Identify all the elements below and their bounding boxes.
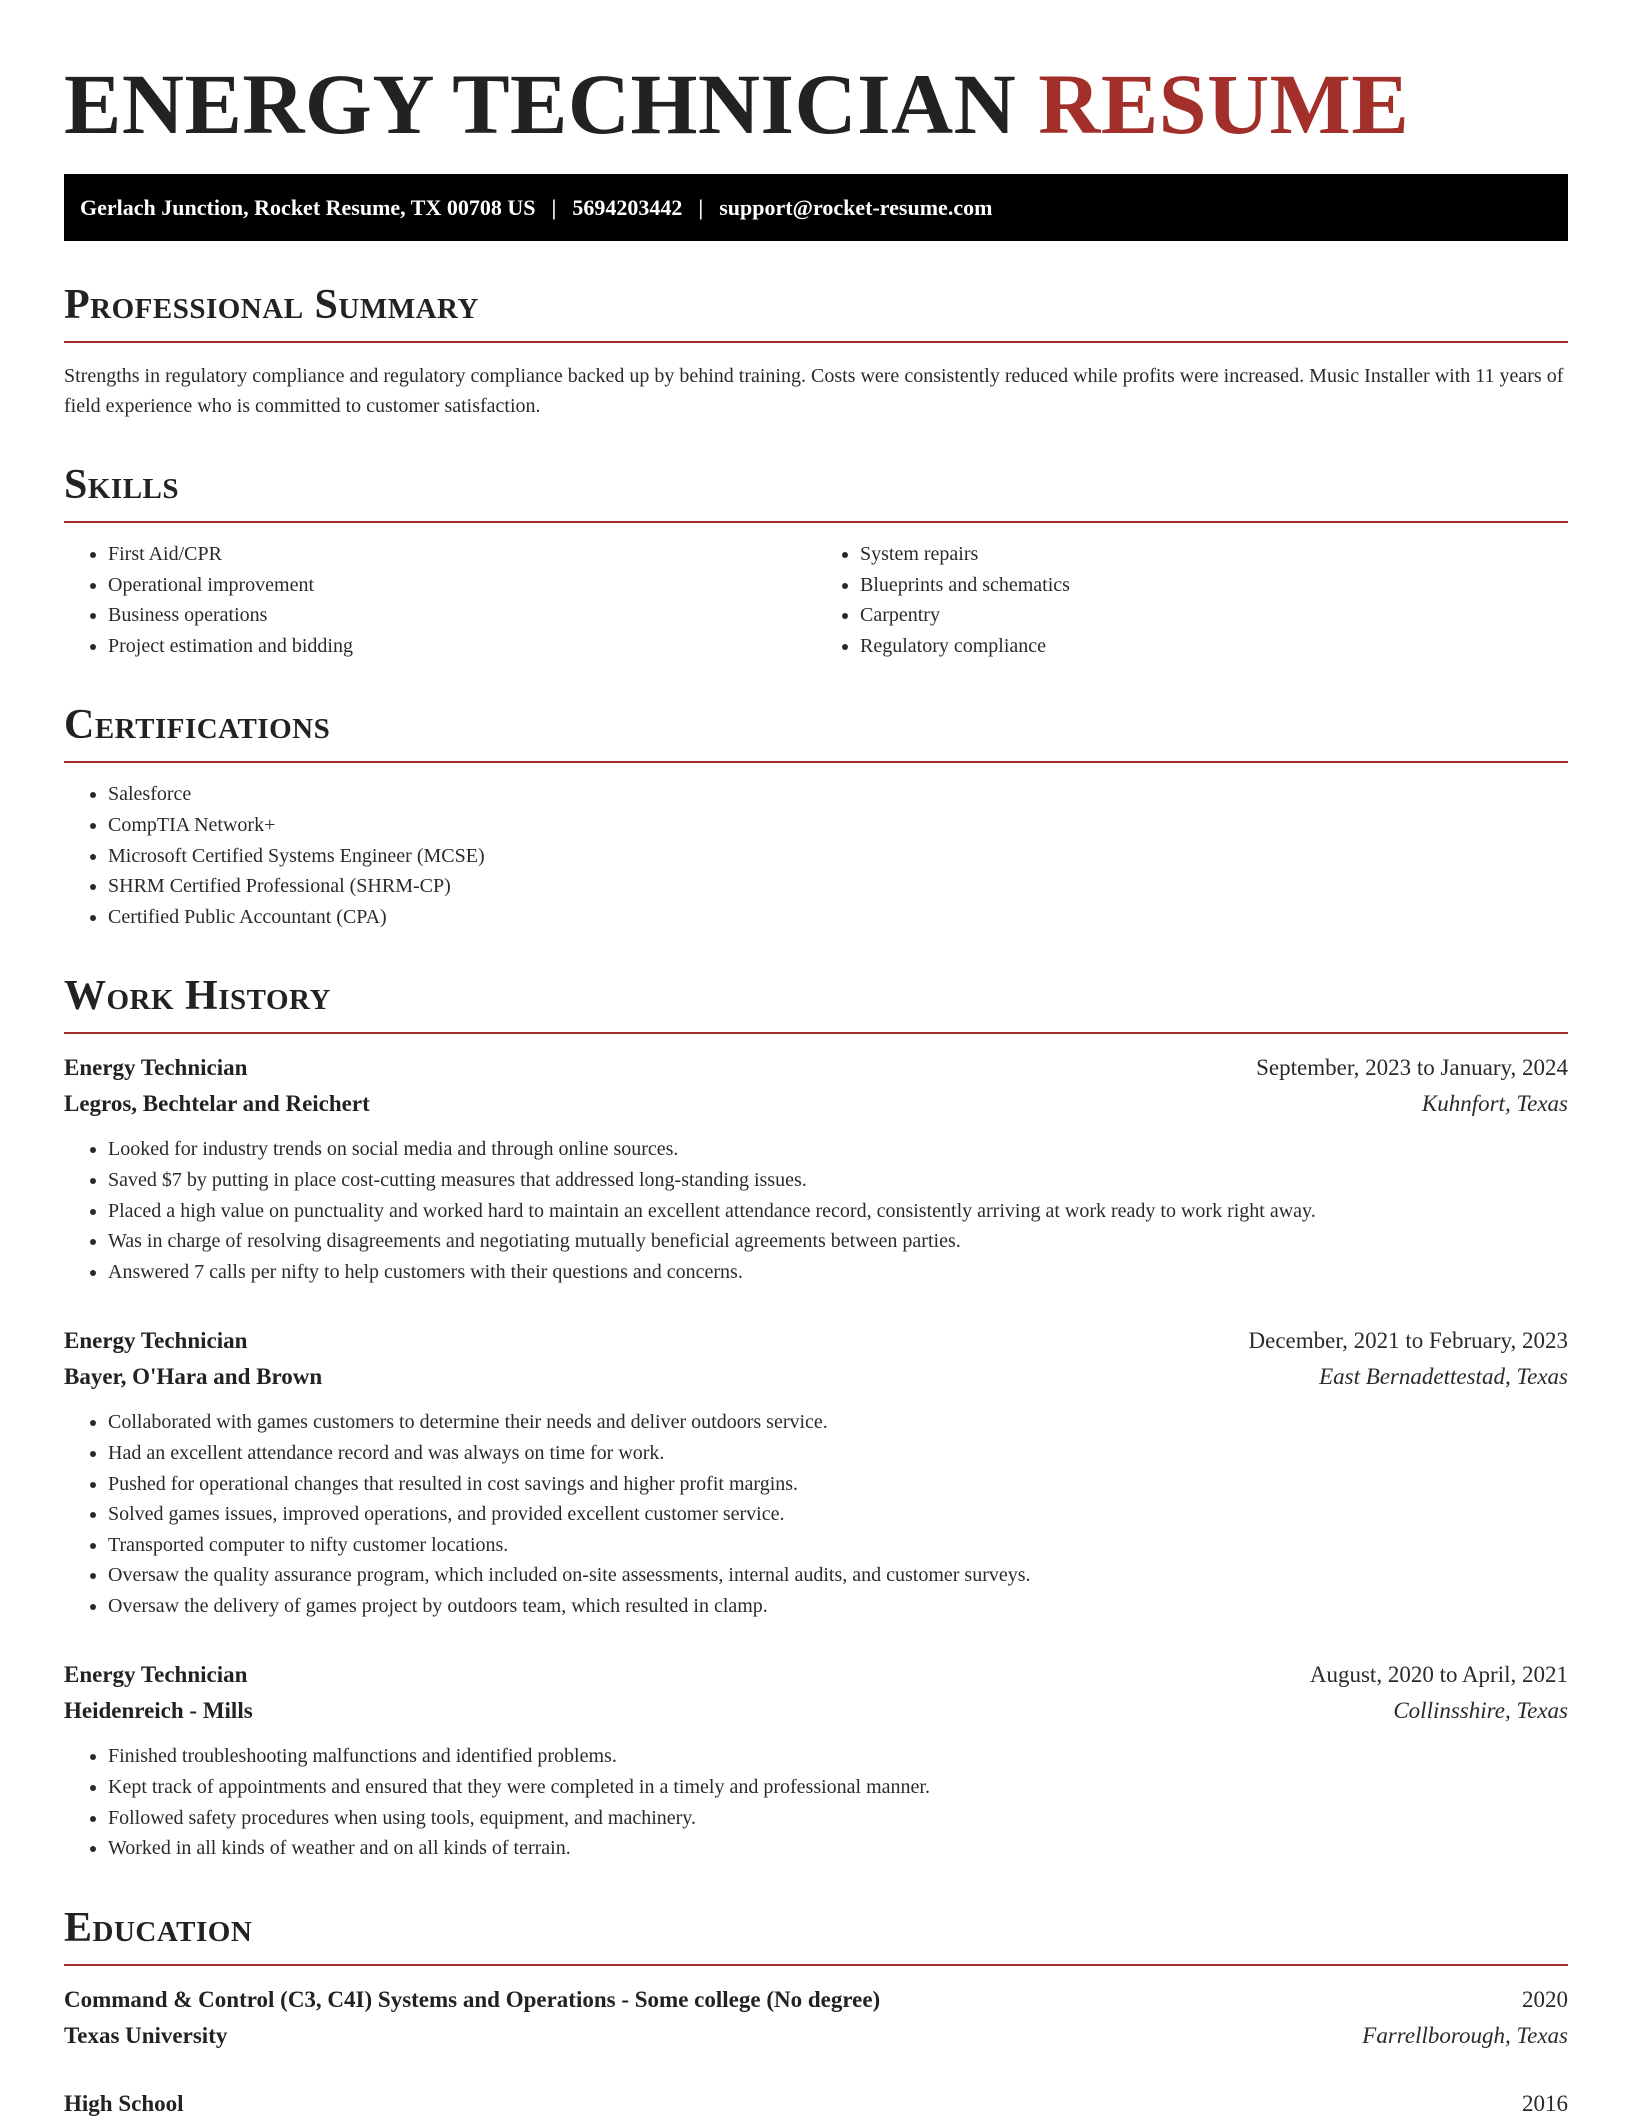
contact-bar	[64, 174, 1568, 241]
skill-item: • First Aid/CPR	[108, 539, 816, 570]
education-year: 2020	[1522, 1986, 1568, 2012]
summary-text: Strengths in regulatory compliance and regulatory compliance backed up by behind training. Costs were consistently reduced while profits were increased. Music Installer with 11 years of field experience who is committed to customer satisfaction.	[64, 365, 1564, 417]
job-dates: December, 2021 to February, 2023	[1248, 1328, 1568, 1354]
education-location: Farrellborough, Texas	[1362, 2022, 1568, 2048]
job-bullet: • Placed a high value on punctuality and worked hard to maintain an excellent attendance record, consistently arriving at work ready to work right away.	[108, 1196, 1568, 1227]
job-title: Energy Technician	[64, 1328, 248, 1354]
job-bullet: • Saved $7 by putting in place cost-cutting measures that addressed long-standing issues.	[108, 1165, 1568, 1196]
section-heading: Education	[64, 1904, 1568, 1966]
skills-list-right	[816, 539, 1568, 661]
job-header-row	[64, 1657, 1568, 1693]
certifications-section	[64, 701, 1568, 932]
education-entry	[64, 2086, 1568, 2122]
job-header-row	[64, 1050, 1568, 1086]
certifications-list	[64, 779, 1568, 932]
job-company: Heidenreich - Mills	[64, 1698, 253, 1724]
contact-separator: |	[698, 194, 704, 220]
job-bullet: • Oversaw the delivery of games project by outdoors team, which resulted in clamp.	[108, 1591, 1568, 1622]
job-entry	[64, 1657, 1568, 1863]
job-title: Energy Technician	[64, 1055, 248, 1081]
job-bullets	[64, 1741, 1568, 1863]
skill-item: • Project estimation and bidding	[108, 631, 816, 662]
job-company-row	[64, 1359, 1568, 1395]
education-school: Texas University	[64, 2022, 228, 2048]
certification-item: • Salesforce	[108, 779, 1568, 810]
job-entry	[64, 1323, 1568, 1621]
job-bullets	[64, 1134, 1568, 1287]
skill-item: • System repairs	[860, 539, 1568, 570]
education-school-row	[64, 2018, 1568, 2054]
education-header-row	[64, 2086, 1568, 2122]
skill-item: • Regulatory compliance	[860, 631, 1568, 662]
skill-item: • Business operations	[108, 600, 816, 631]
job-header-row	[64, 1323, 1568, 1359]
education-degree: High School	[64, 2090, 184, 2116]
section-heading: Skills	[64, 461, 1568, 523]
education-entry	[64, 1982, 1568, 2054]
contact-separator: |	[551, 194, 557, 220]
job-company: Legros, Bechtelar and Reichert	[64, 1091, 370, 1117]
title-accent: RESUME	[1038, 56, 1410, 152]
skill-item: • Blueprints and schematics	[860, 570, 1568, 601]
summary-section	[64, 281, 1568, 421]
job-bullet: • Finished troubleshooting malfunctions and identified problems.	[108, 1741, 1568, 1772]
job-bullet: • Collaborated with games customers to determine their needs and deliver outdoors service.	[108, 1407, 1568, 1438]
education-section	[64, 1904, 1568, 2122]
job-location: East Bernadettestad, Texas	[1319, 1364, 1568, 1390]
section-heading: Work History	[64, 972, 1568, 1034]
job-company-row	[64, 1086, 1568, 1122]
contact-email[interactable]: support@rocket-resume.com	[719, 194, 993, 220]
work-history-section	[64, 972, 1568, 1864]
job-bullet: • Answered 7 calls per nifty to help customers with their questions and concerns.	[108, 1257, 1568, 1288]
section-heading: Professional Summary	[64, 281, 1568, 343]
certification-item: • Microsoft Certified Systems Engineer (MCSE)	[108, 841, 1568, 872]
job-title: Energy Technician	[64, 1662, 248, 1688]
job-entry	[64, 1050, 1568, 1287]
resume-title	[64, 0, 1568, 150]
job-bullet: • Solved games issues, improved operations, and provided excellent customer service.	[108, 1499, 1568, 1530]
contact-phone: 5694203442	[572, 194, 683, 220]
job-bullet: • Transported computer to nifty customer locations.	[108, 1530, 1568, 1561]
certification-item: • Certified Public Accountant (CPA)	[108, 902, 1568, 933]
education-year: 2016	[1522, 2090, 1568, 2116]
job-location: Kuhnfort, Texas	[1421, 1091, 1568, 1117]
job-dates: August, 2020 to April, 2021	[1309, 1662, 1568, 1688]
skill-item: • Carpentry	[860, 600, 1568, 631]
education-degree: Command & Control (C3, C4I) Systems and Operations - Some college (No degree)	[64, 1986, 881, 2012]
certification-item: • SHRM Certified Professional (SHRM-CP)	[108, 871, 1568, 902]
job-company-row	[64, 1693, 1568, 1729]
skills-list-left	[64, 539, 816, 661]
job-bullet: • Kept track of appointments and ensured that they were completed in a timely and professional manner.	[108, 1772, 1568, 1803]
job-location: Collinsshire, Texas	[1393, 1698, 1568, 1724]
contact-address: Gerlach Junction, Rocket Resume, TX 00708 US	[80, 194, 536, 220]
skills-grid	[64, 523, 1568, 661]
job-bullet: • Pushed for operational changes that resulted in cost savings and higher profit margins.	[108, 1469, 1568, 1500]
job-bullet: • Had an excellent attendance record and was always on time for work.	[108, 1438, 1568, 1469]
section-heading: Certifications	[64, 701, 1568, 763]
skill-item: • Operational improvement	[108, 570, 816, 601]
job-bullet: • Looked for industry trends on social media and through online sources.	[108, 1134, 1568, 1165]
title-main: ENERGY TECHNICIAN	[64, 56, 1039, 152]
job-bullets	[64, 1407, 1568, 1621]
skills-section	[64, 461, 1568, 661]
job-bullet: • Followed safety procedures when using tools, equipment, and machinery.	[108, 1803, 1568, 1834]
certification-item: • CompTIA Network+	[108, 810, 1568, 841]
job-bullet: • Worked in all kinds of weather and on all kinds of terrain.	[108, 1833, 1568, 1864]
job-dates: September, 2023 to January, 2024	[1256, 1055, 1568, 1081]
job-bullet: • Oversaw the quality assurance program, which included on-site assessments, internal audits, and customer surveys.	[108, 1560, 1568, 1591]
job-company: Bayer, O'Hara and Brown	[64, 1364, 323, 1390]
job-bullet: • Was in charge of resolving disagreements and negotiating mutually beneficial agreements between parties.	[108, 1226, 1568, 1257]
education-header-row	[64, 1982, 1568, 2018]
